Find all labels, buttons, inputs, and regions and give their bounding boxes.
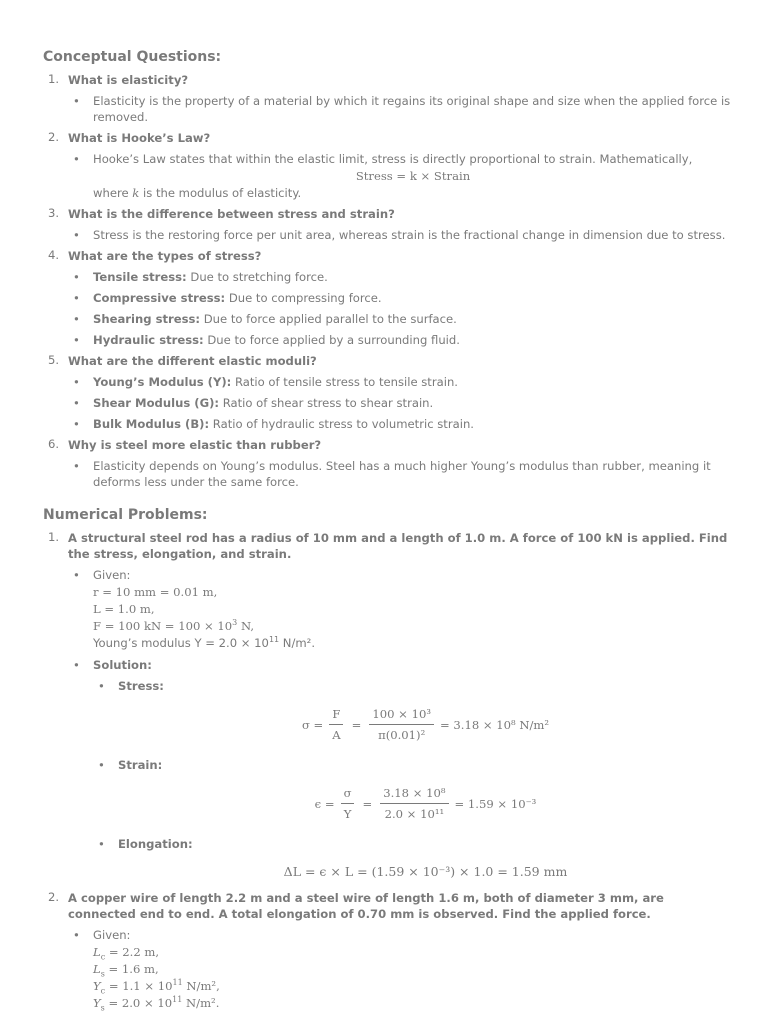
conceptual-list bbox=[43, 72, 733, 490]
term-desc: Ratio of shear stress to shear strain. bbox=[219, 396, 434, 410]
term-desc: Due to compressing force. bbox=[225, 291, 382, 305]
term: Shearing stress: bbox=[93, 312, 201, 326]
given-steel-length: $L_s = 1.6$ m, bbox=[93, 962, 159, 979]
stress-equation bbox=[118, 706, 733, 743]
stress-type-item bbox=[68, 332, 733, 348]
given-steel-modulus: $Y_s = 2.0 \times 10^{11}$ N/m². bbox=[93, 995, 220, 1013]
given-block bbox=[68, 927, 733, 1012]
numerical-heading: Numerical Problems: bbox=[43, 507, 208, 523]
problem-item bbox=[43, 530, 733, 880]
conceptual-heading: Conceptual Questions: bbox=[43, 49, 222, 65]
given-radius: r = 10 mm = 0.01 m, bbox=[93, 585, 218, 599]
question-number: 4. bbox=[48, 248, 60, 262]
answer-text: Elasticity is the property of a material by which it regains its original shape and size when the applied force is removed. bbox=[93, 94, 731, 124]
question-number: 5. bbox=[48, 353, 60, 367]
modulus-item bbox=[68, 395, 733, 411]
eq-sign: = bbox=[351, 717, 362, 732]
where-text: where k is the modulus of elasticity. bbox=[93, 186, 302, 200]
problem-title: A structural steel rod has a radius of 10 mm and a length of 1.0 m. A force of 100 kN is applied. Find the stress, elongation, and strain. bbox=[68, 531, 728, 561]
question-title: What are the different elastic moduli? bbox=[68, 354, 317, 368]
answer-item bbox=[68, 227, 733, 243]
step-label: Elongation: bbox=[118, 837, 193, 851]
eq-result: = 3.18 × 10⁸ N/m² bbox=[439, 717, 550, 732]
solution-label: Solution: bbox=[93, 658, 152, 672]
term-desc: Due to force applied by a surrounding fluid. bbox=[203, 333, 460, 347]
given-copper-modulus: $Y_c = 1.1 \times 10^{11}$ N/m², bbox=[93, 978, 220, 996]
question-item bbox=[43, 130, 733, 201]
term: Young’s Modulus (Y): bbox=[93, 375, 232, 389]
problem-number: 1. bbox=[48, 530, 60, 544]
problem-title: A copper wire of length 2.2 m and a steel wire of length 1.6 m, both of diameter 3 mm, are connected end to end. A total elongation of 0.70 mm is observed. Find the applied force. bbox=[68, 891, 664, 921]
question-item bbox=[43, 437, 733, 490]
stress-type-item bbox=[68, 269, 733, 285]
answer-item bbox=[68, 151, 733, 201]
eq-lhs: ϵ = bbox=[314, 796, 335, 811]
answer-text: Elasticity depends on Young’s modulus. Steel has a much higher Young’s modulus than rubber, meaning it deforms less under the same force. bbox=[93, 459, 711, 489]
term-desc: Due to force applied parallel to the surface. bbox=[200, 312, 457, 326]
question-number: 2. bbox=[48, 130, 60, 144]
given-youngs-modulus: Young’s modulus $Y = 2.0 \times 10^{11}$ N/m². bbox=[93, 635, 316, 650]
modulus-item bbox=[68, 374, 733, 390]
term: Compressive stress: bbox=[93, 291, 226, 305]
term-desc: Ratio of hydraulic stress to volumetric strain. bbox=[209, 417, 474, 431]
fraction: $\frac{\text{100 × 10³}}{\text{π(0.01)²}}$ bbox=[369, 706, 434, 743]
question-number: 3. bbox=[48, 206, 60, 220]
question-number: 1. bbox=[48, 72, 60, 86]
elongation-step bbox=[93, 836, 733, 880]
given-block bbox=[68, 567, 733, 652]
strain-equation bbox=[118, 785, 733, 822]
given-label: • Given: bbox=[93, 568, 131, 582]
fraction: $\frac{\text{3.18 × 10⁸}}{\text{2.0 × 10¹¹}}$ bbox=[380, 785, 448, 822]
term: Hydraulic stress: bbox=[93, 333, 204, 347]
step-label: Stress: bbox=[118, 679, 164, 693]
elongation-equation: ΔL = ϵ × L = (1.59 × 10⁻³) × 1.0 = 1.59 mm bbox=[283, 864, 568, 879]
step-label: Strain: bbox=[118, 758, 163, 772]
given-copper-length: $L_c = 2.2$ m, bbox=[93, 945, 160, 962]
eq-lhs: σ = bbox=[301, 717, 324, 732]
question-title: What are the types of stress? bbox=[68, 249, 262, 263]
fraction: $\frac{F}{A}$ bbox=[329, 706, 343, 743]
answer-item bbox=[68, 458, 733, 490]
stress-step bbox=[93, 678, 733, 743]
answer-text: Hooke’s Law states that within the elastic limit, stress is directly proportional to strain. Mathematically, bbox=[93, 152, 693, 166]
given-force: F = 100 kN = $100 \times 10^3$ N, bbox=[93, 618, 255, 633]
eq-result: = 1.59 × 10⁻³ bbox=[454, 796, 537, 811]
term: Bulk Modulus (B): bbox=[93, 417, 210, 431]
problem-number: 2. bbox=[48, 890, 60, 904]
question-title: What is Hooke’s Law? bbox=[68, 131, 211, 145]
fraction: $\frac{\sigma}{Y}$ bbox=[341, 785, 355, 822]
stress-type-item bbox=[68, 290, 733, 306]
numerical-list bbox=[43, 530, 733, 1012]
term: Tensile stress: bbox=[93, 270, 187, 284]
question-item bbox=[43, 206, 733, 243]
given-label: • Given: bbox=[93, 928, 131, 942]
stress-type-item bbox=[68, 311, 733, 327]
document-page bbox=[43, 46, 733, 1017]
term: Shear Modulus (G): bbox=[93, 396, 220, 410]
solution-block bbox=[68, 657, 733, 880]
given-length: L = 1.0 m, bbox=[93, 602, 155, 616]
strain-step bbox=[93, 757, 733, 822]
question-title: What is the difference between stress and strain? bbox=[68, 207, 395, 221]
question-item bbox=[43, 248, 733, 348]
answer-text: Stress is the restoring force per unit area, whereas strain is the fractional change in dimension due to stress. bbox=[93, 228, 726, 242]
problem-item bbox=[43, 890, 733, 1012]
modulus-item bbox=[68, 416, 733, 432]
term-desc: Due to stretching force. bbox=[186, 270, 328, 284]
question-number: 6. bbox=[48, 437, 60, 451]
answer-item bbox=[68, 93, 733, 125]
question-title: Why is steel more elastic than rubber? bbox=[68, 438, 322, 452]
question-title: What is elasticity? bbox=[68, 73, 189, 87]
question-item bbox=[43, 72, 733, 125]
eq-sign: = bbox=[362, 796, 373, 811]
term-desc: Ratio of tensile stress to tensile strain. bbox=[231, 375, 458, 389]
hookes-law-equation: Stress = k × Strain bbox=[355, 169, 471, 183]
question-item bbox=[43, 353, 733, 432]
